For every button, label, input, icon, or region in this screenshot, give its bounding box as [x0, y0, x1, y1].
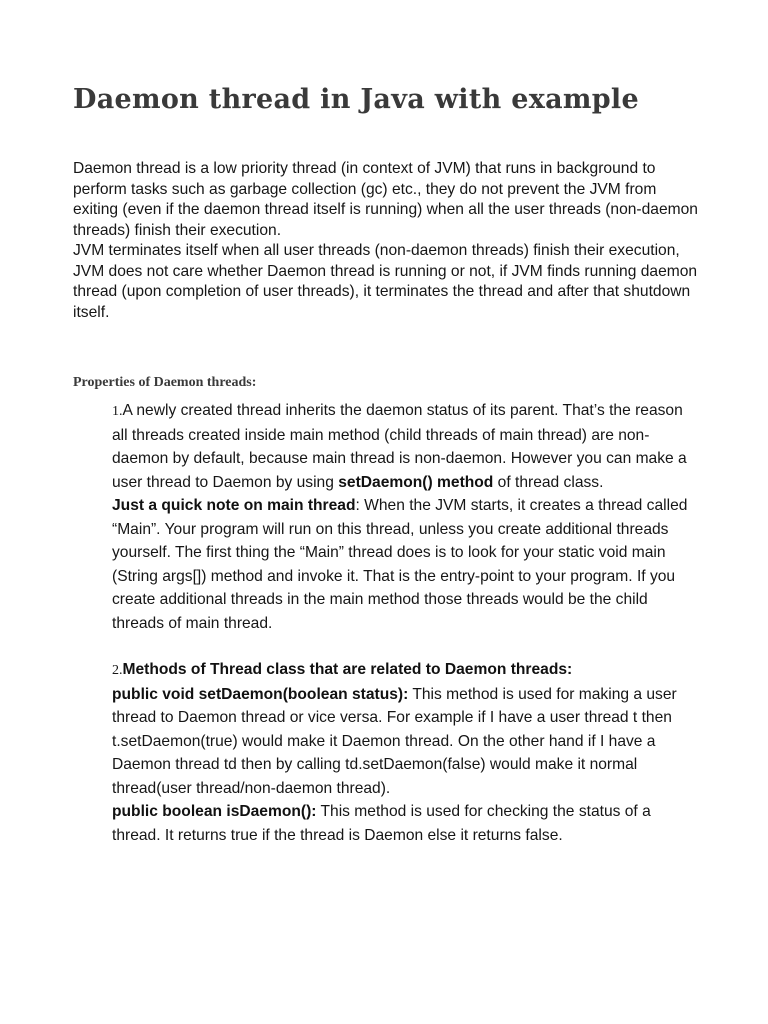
intro-section — [73, 159, 703, 323]
item-number: 2. — [112, 663, 123, 678]
property-item-1 — [112, 399, 697, 494]
method-isdaemon — [112, 800, 697, 847]
properties-heading: Properties of Daemon threads: — [73, 375, 257, 390]
property-item-2 — [112, 658, 697, 683]
item-1-text-before: A newly created thread inherits the daemon status of its parent. That’s the reason all threads created inside main method (child threads of main thread) are non-daemon by default, because main thread is non-daemon. However you can make a user thread to Daemon by using — [112, 402, 687, 491]
properties-section — [112, 399, 697, 847]
method-setdaemon-signature: public void setDaemon(boolean status): — [112, 685, 409, 703]
intro-paragraph-2: JVM terminates itself when all user threads (non-daemon threads) finish their execution, JVM does not care whether Daemon thread is running or not, if JVM finds running daemon thread (upon completion of user threads), it terminates the thread and after that shutdown itself. — [73, 242, 698, 321]
method-isdaemon-signature: public boolean isDaemon(): — [112, 803, 317, 820]
item-1-bold-method: setDaemon() method — [338, 473, 494, 491]
main-thread-note — [112, 494, 697, 635]
intro-paragraph-1: Daemon thread is a low priority thread (in context of JVM) that runs in background to perform tasks such as garbage collection (gc) etc., they do not prevent the JVM from exiting (even if the daemon thread itself is running) when all the user threads (non-daemon threads) finish their execution. — [73, 160, 698, 239]
item-1-text-after: of thread class. — [493, 473, 604, 491]
page-title: Daemon thread in Java with example — [73, 84, 639, 115]
item-2-heading: Methods of Thread class that are related to Daemon threads: — [122, 661, 573, 678]
note-bold-label: Just a quick note on main thread — [112, 497, 356, 514]
method-isdaemon-description: This method is used for checking the status of a thread. It returns true if the thread is Daemon else it returns false. — [112, 803, 651, 844]
spacer — [112, 635, 697, 658]
item-number: 1. — [112, 404, 123, 419]
method-setdaemon — [112, 683, 697, 801]
note-text: : When the JVM starts, it creates a thread called “Main”. Your program will run on this thread, unless you create additional threads yourself. The first thing the “Main” thread does is to look for your static void main (String args[]) method and invoke it. That is the entry-point to your program. If you create additional threads in the main method those threads would be the child threads of main thread. — [112, 497, 688, 632]
method-setdaemon-description: This method is used for making a user thread to Daemon thread or vice versa. For example if I have a user thread t then t.setDaemon(true) would make it Daemon thread. On the other hand if I have a Daemon thread td then by calling td.setDaemon(false) would make it normal thread(user thread/non-daemon thread). — [112, 685, 677, 797]
